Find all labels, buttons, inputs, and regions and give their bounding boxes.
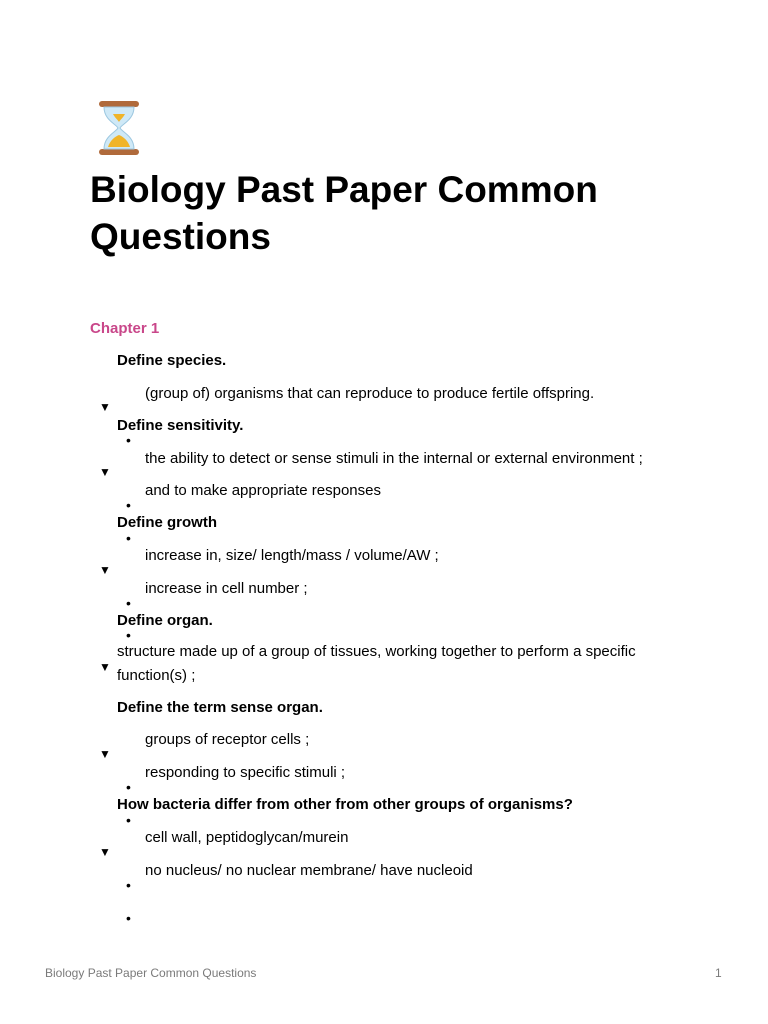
bullet-icon: • — [126, 497, 131, 513]
toggle-triangle-icon[interactable]: ▼ — [99, 845, 111, 859]
question: Define the term sense organ. — [117, 699, 323, 716]
toggle-triangle-icon[interactable]: ▼ — [99, 465, 111, 479]
answer-line: increase in cell number ; — [145, 580, 308, 597]
question: Define species. — [117, 352, 227, 369]
page-title: Biology Past Paper Common Questions — [90, 169, 598, 257]
toggle-triangle-icon[interactable]: ▼ — [99, 563, 111, 577]
question: How bacteria differ from other from other groups of organisms? — [117, 796, 573, 813]
bullet-icon: • — [126, 432, 131, 448]
answer-line: increase in, size/ length/mass / volume/AW ; — [145, 547, 439, 564]
bullet-icon: • — [126, 910, 131, 926]
answer-line: no nucleus/ no nuclear membrane/ have nucleoid — [145, 862, 473, 879]
question: Define organ. — [117, 612, 213, 629]
question: Define growth — [117, 514, 217, 531]
bullet-icon: • — [126, 779, 131, 795]
bullet-icon: • — [126, 812, 131, 828]
bullet-icon: • — [126, 530, 131, 546]
hourglass-icon — [96, 100, 142, 156]
toggle-triangle-icon[interactable]: ▼ — [99, 400, 111, 414]
answer-line: groups of receptor cells ; — [145, 731, 310, 748]
question: Define sensitivity. — [117, 417, 244, 434]
answer-line: and to make appropriate responses — [145, 482, 381, 499]
answer-line: cell wall, peptidoglycan/murein — [145, 829, 349, 846]
answer-line: responding to specific stimuli ; — [145, 764, 346, 781]
toggle-triangle-icon[interactable]: ▼ — [99, 660, 111, 674]
bullet-icon: • — [126, 627, 131, 643]
answer-line: the ability to detect or sense stimuli in the internal or external environment ; — [145, 450, 643, 467]
toggle-triangle-icon[interactable]: ▼ — [99, 747, 111, 761]
page-footer: Biology Past Paper Common Questions — [45, 966, 257, 980]
chapter-heading: Chapter 1 — [90, 320, 160, 337]
page-number: 1 — [715, 966, 722, 980]
bullet-icon: • — [126, 877, 131, 893]
answer-line: (group of) organisms that can reproduce to produce fertile offspring. — [145, 385, 595, 402]
answer-line: structure made up of a group of tissues, working together to perform a specific function(s) ; — [117, 643, 636, 684]
bullet-icon: • — [126, 595, 131, 611]
